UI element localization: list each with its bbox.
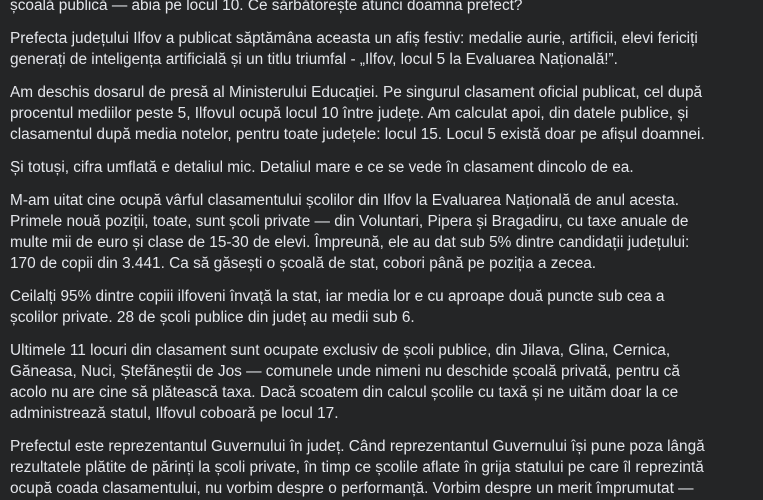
post-paragraph-6: Ceilalți 95% dintre copiii ilfoveni învață la stat, iar media lor e cu aproape două puncte sub cea a școlilor private. 28 de școli publice din județ au medii sub 6. bbox=[10, 288, 665, 326]
post-paragraph-7: Ultimele 11 locuri din clasament sunt ocupate exclusiv de școli publice, din Jilava, Glina, Cernica, Găneasa, Nuci, Ștefăneștii de Jos — comunele unde nimeni nu deschide școală privată, pentru că acolo nu are cine să plătească taxa. Dacă scoatem din calcul școlile cu taxă și ne uităm doar la ce administrează statul, Ilfovul coboară pe locul 17. bbox=[10, 342, 680, 422]
post-paragraph-3: Am deschis dosarul de presă al Ministerului Educației. Pe singurul clasament oficial publicat, cel după procentul mediilor peste 5, Ilfovul ocupă locul 10 între județe. Am calculat apoi, din datele publice, și clasamentul după media notelor, pentru toate județele: locul 15. Locul 5 există doar pe afișul doamnei. bbox=[10, 84, 705, 143]
post-paragraph-1: școală publică — abia pe locul 10. Ce sărbătorește atunci doamna prefect? bbox=[10, 0, 523, 14]
post-paragraph-5: M-am uitat cine ocupă vârful clasamentului școlilor din Ilfov la Evaluarea Națională de anul acesta. Primele nouă poziții, toate, sunt școli private — din Voluntari, Pipera și Bragadiru, cu taxe anuale de multe mii de euro și clase de 15-30 de elevi. Împreună, ele au dat sub 5% dintre candidații județului: 170 de copii din 3.441. Ca să găsești o școală de stat, cobori până pe poziția a zecea. bbox=[10, 192, 690, 272]
post-paragraph-4: Și totuși, cifra umflată e detaliul mic. Detaliul mare e ce se vede în clasament dincolo de ea. bbox=[10, 159, 634, 176]
post-paragraph-8: Prefectul este reprezentantul Guvernului în județ. Când reprezentantul Guvernului își pune poza lângă rezultatele plătite de părinți la școli private, în timp ce școlile aflate în grija statului pe care îl reprezintă ocupă coada clasamentului, nu vorbim despre o performanță. Vorbim despre un merit împrumutat — bbox=[10, 438, 705, 497]
post-paragraph-2: Prefecta județului Ilfov a publicat săptămâna aceasta un afiș festiv: medalie aurie, artificii, elevi fericiți generați de inteligența artificială și un titlu triumfal - „Ilfov, locul 5 la Evaluarea Națională!”. bbox=[10, 30, 698, 68]
post-text bbox=[10, 0, 755, 500]
